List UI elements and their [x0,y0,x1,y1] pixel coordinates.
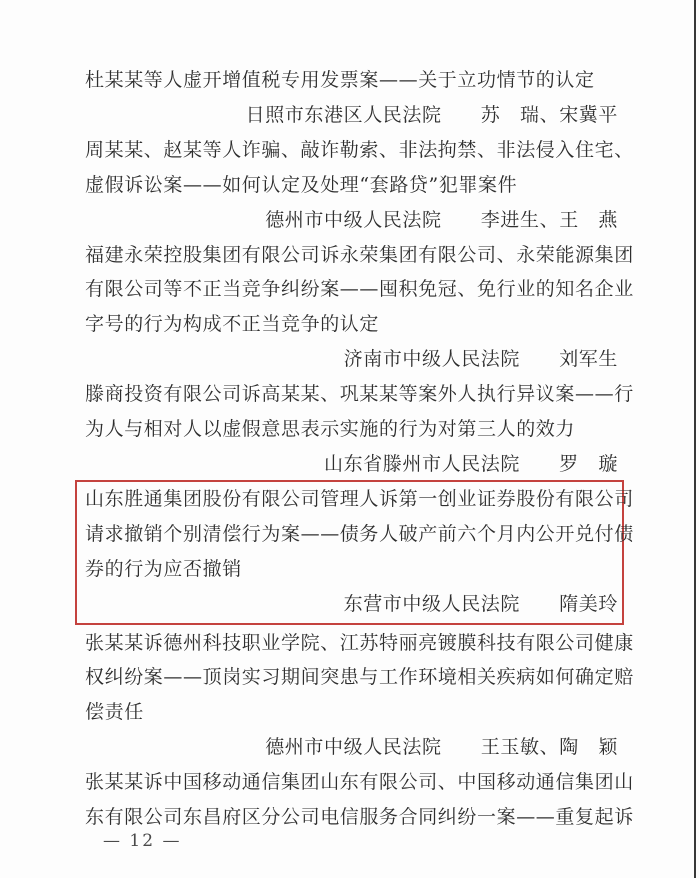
case-entry-highlight-box [75,480,634,625]
case-title-line: 有限公司等不正当竞争纠纷案——囤积免冠、免行业的知名企业 [85,278,634,301]
case-entry [85,238,634,378]
court-author-line: 德州市中级人民法院 王玉敏、陶 颖 [265,736,618,759]
case-entry [85,765,634,835]
case-title-line: 杜某某等人虚开增值税专用发票案——关于立功情节的认定 [85,69,595,91]
court-author-line: 东营市中级人民法院 隋美玲 [343,592,618,615]
case-title-line: 福建永荣控股集团有限公司诉永荣集团有限公司、永荣能源集团 [85,243,634,266]
case-entry [85,377,634,482]
case-entry [85,626,634,766]
case-title-line: 山东胜通集团股份有限公司管理人诉第一创业证券股份有限公司 [85,487,634,510]
case-title-line: 东有限公司东昌府区分公司电信服务合同纠纷一案——重复起诉 [85,806,634,829]
case-title-line: 权纠纷案——顶岗实习期间突患与工作环境相关疾病如何确定赔 [85,666,634,689]
case-title-line: 滕商投资有限公司诉高某某、巩某某等案外人执行异议案——行 [85,383,634,406]
court-author-line: 日照市东港区人民法院 苏 瑞、宋冀平 [245,103,618,126]
court-author-line: 山东省滕州市人民法院 罗 璇 [323,452,618,475]
scan-edge-line [694,0,696,878]
court-author-line: 德州市中级人民法院 李进生、王 燕 [265,208,618,231]
page-number: — 12 — [103,831,182,851]
court-author-line: 济南市中级人民法院 刘军生 [343,348,618,371]
case-title-line: 券的行为应否撤销 [85,557,242,580]
case-title-line: 周某某、赵某等人诈骗、敲诈勒索、非法拘禁、非法侵入住宅、 [85,138,634,161]
case-toc-list [85,63,634,835]
case-title-line: 字号的行为构成不正当竞争的认定 [85,313,380,336]
case-entry [85,133,634,238]
case-title-line: 张某某诉中国移动通信集团山东有限公司、中国移动通信集团山 [85,771,634,794]
case-title-line: 偿责任 [85,701,144,724]
case-title-line: 虚假诉讼案——如何认定及处理“套路贷”犯罪案件 [85,173,518,196]
case-title-line: 为人与相对人以虚假意思表示实施的行为对第三人的效力 [85,418,576,441]
case-entry [85,63,618,133]
case-title-line: 张某某诉德州科技职业学院、江苏特丽亮镀膜科技有限公司健康 [85,631,634,654]
case-title-line: 请求撤销个别清偿行为案——债务人破产前六个月内公开兑付债 [85,522,634,545]
